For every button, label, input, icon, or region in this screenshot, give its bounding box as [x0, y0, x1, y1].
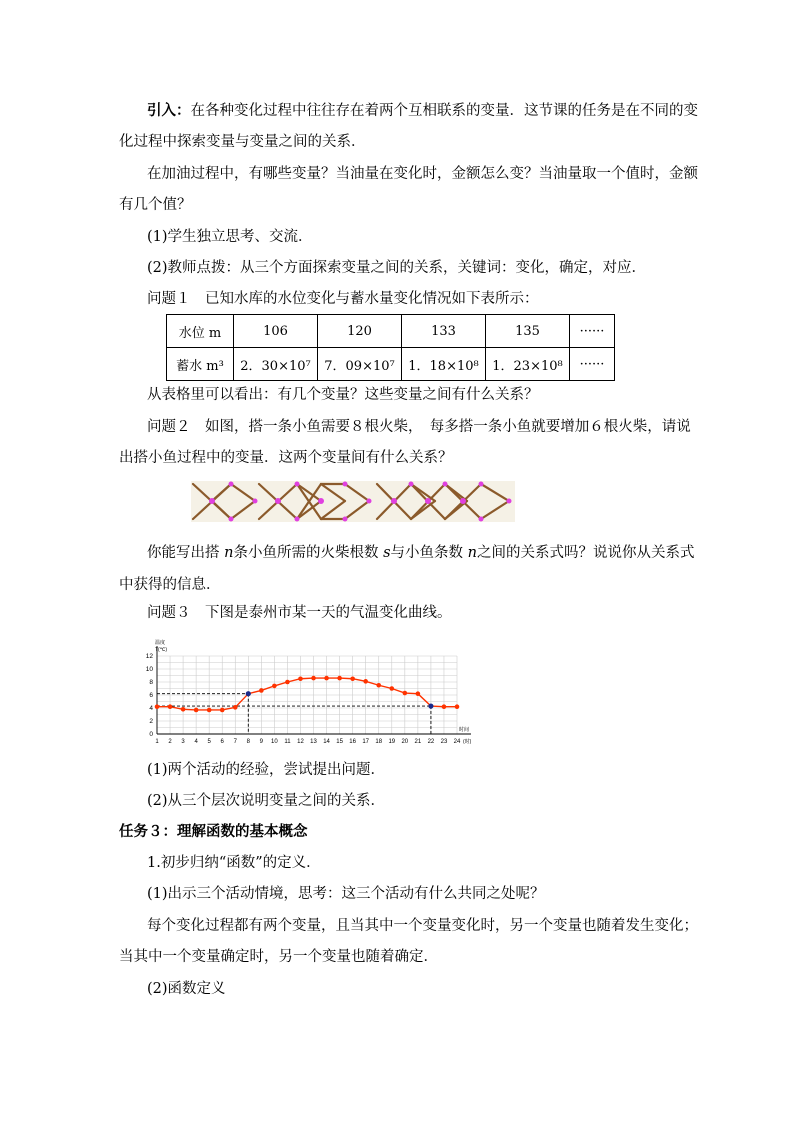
data-point [233, 705, 238, 710]
data-point [168, 704, 173, 709]
table-question: 从表格里可以看出：有几个变量？这些变量之间有什么关系？ [147, 387, 539, 403]
reservoir-table [166, 314, 615, 381]
y-axis-label: 温度 [155, 640, 166, 646]
x-tick-label: 10 [271, 739, 278, 745]
fish-question-line-2: 中获得的信息． [119, 577, 221, 593]
table-cell: 7．09×10⁷ [318, 348, 402, 381]
x-tick-label: 11 [284, 739, 291, 745]
task-3-heading: 任务３：理解函数的基本概念 [119, 823, 308, 840]
table-cell: 106 [234, 315, 318, 348]
y-axis-unit: T(℃) [155, 647, 167, 653]
data-point [272, 684, 277, 689]
x-tick-label: 6 [220, 739, 224, 745]
row-label-level: 水位 m [167, 315, 234, 348]
table-cell: 1．18×10⁸ [402, 348, 486, 381]
problem-2-line-2: 出搭小鱼过程中的变量．这两个变量间有什么关系？ [119, 450, 453, 466]
temperature-chart [143, 634, 473, 749]
var-n: n [224, 545, 234, 561]
fuel-question-line-1: 在加油过程中，有哪些变量？当油量在变化时，金额怎么变？当油量取一个值时，金额 [147, 166, 698, 182]
problem-3: 问题３ 下图是泰州市某一天的气温变化曲线。 [147, 605, 452, 621]
x-tick-label: 5 [207, 739, 211, 745]
data-point [376, 683, 381, 688]
data-point [337, 676, 342, 681]
x-tick-label: 24 [453, 739, 461, 745]
common-line-2: 当其中一个变量确定时，另一个变量也随着确定． [119, 949, 438, 965]
step-2: (2)教师点拨：从三个方面探索变量之间的关系，关键词：变化，确定，对应． [147, 260, 647, 276]
data-point [285, 680, 290, 685]
intro-label: 引入： [147, 102, 191, 119]
x-tick-label: 20 [401, 739, 409, 745]
table-ellipsis: ······ [570, 315, 615, 348]
x-tick-label: 12 [297, 739, 304, 745]
intro-line-1: 引入：在各种变化过程中往往存在着两个互相联系的变量．这节课的任务是在不同的变 [147, 102, 698, 119]
data-point [155, 704, 160, 709]
y-tick-label: 10 [145, 666, 153, 673]
intro-line-2: 化过程中探索变量与变量之间的关系． [119, 134, 366, 150]
var-s: s [383, 545, 391, 561]
matchstick-fish-svg [191, 481, 515, 522]
x-tick-label: 17 [362, 739, 370, 745]
y-tick-label: 6 [149, 692, 153, 699]
highlight-point [246, 691, 251, 696]
row-label-storage: 蓄水 m³ [167, 348, 234, 381]
data-point [181, 707, 186, 712]
data-point [207, 708, 212, 713]
table-ellipsis: ······ [570, 348, 615, 381]
problem-2-line-1: 问题２ 如图，搭一条小鱼需要８根火柴， 每多搭一条小鱼就要增加６根火柴，请说 [147, 419, 691, 435]
x-tick-label: 2 [168, 739, 172, 745]
data-point [311, 676, 316, 681]
chart-question-1: (1)两个活动的经验，尝试提出问题． [147, 762, 386, 778]
definition-step-2: (2)函数定义 [147, 981, 226, 997]
x-tick-label: 16 [349, 739, 356, 745]
table-cell: 120 [318, 315, 402, 348]
x-tick-label: 9 [259, 739, 264, 745]
x-tick-label: 8 [246, 739, 250, 745]
chart-question-2: (2)从三个层次说明变量之间的关系． [147, 793, 386, 809]
table-row [167, 348, 615, 381]
table-cell: 133 [402, 315, 486, 348]
fish-question-line-1: 你能写出搭 n条小鱼所需的火柴根数 s与小鱼条数 n之间的关系式吗？说说你从关系式 [147, 545, 695, 561]
table-cell: 2．30×10⁷ [234, 348, 318, 381]
data-point [298, 676, 303, 681]
table-cell: 135 [486, 315, 570, 348]
matchstick-fish-figure [191, 481, 515, 522]
data-point [324, 676, 329, 681]
data-point [220, 708, 225, 713]
x-tick-label: 15 [336, 739, 343, 745]
x-tick-label: 19 [388, 739, 396, 745]
data-point [389, 686, 394, 691]
y-tick-label: 0 [149, 731, 153, 738]
y-tick-label: 12 [145, 653, 153, 660]
x-tick-label: 1 [155, 739, 159, 745]
data-point [455, 704, 460, 709]
common-line-1: 每个变化过程都有两个变量，且当其中一个变量变化时，另一个变量也随着发生变化； [147, 918, 698, 934]
x-axis-label: 时间 [459, 727, 470, 733]
x-axis-unit: (时) [463, 739, 472, 745]
data-point [442, 704, 447, 709]
data-point [403, 691, 408, 696]
y-tick-label: 2 [149, 718, 153, 725]
data-point [350, 676, 355, 681]
x-tick-label: 13 [310, 739, 317, 745]
var-n: n [467, 545, 477, 561]
y-tick-label: 4 [149, 705, 153, 712]
highlight-point [428, 703, 433, 708]
definition-step-1: 1.初步归纳“函数”的定义． [147, 855, 321, 871]
x-tick-label: 3 [181, 739, 185, 745]
problem-1: 问题１ 已知水库的水位变化与蓄水量变化情况如下表所示： [147, 291, 539, 307]
x-tick-label: 23 [440, 739, 448, 745]
data-point [194, 708, 199, 713]
table-cell: 1．23×10⁸ [486, 348, 570, 381]
x-tick-label: 18 [375, 739, 383, 745]
x-tick-label: 4 [194, 739, 198, 745]
x-tick-label: 21 [414, 739, 422, 745]
data-point [416, 691, 421, 696]
definition-question: (1)出示三个活动情境，思考：这三个活动有什么共同之处呢？ [147, 886, 545, 902]
temperature-chart-svg [143, 634, 473, 749]
data-point [363, 679, 368, 684]
y-tick-label: 8 [149, 679, 153, 686]
table-row [167, 315, 615, 348]
x-tick-label: 14 [323, 739, 330, 745]
step-1: (1)学生独立思考、交流． [147, 229, 313, 245]
x-tick-label: 7 [233, 739, 237, 745]
x-tick-label: 22 [427, 739, 435, 745]
fuel-question-line-2: 有几个值？ [119, 197, 192, 213]
data-point [259, 688, 264, 693]
